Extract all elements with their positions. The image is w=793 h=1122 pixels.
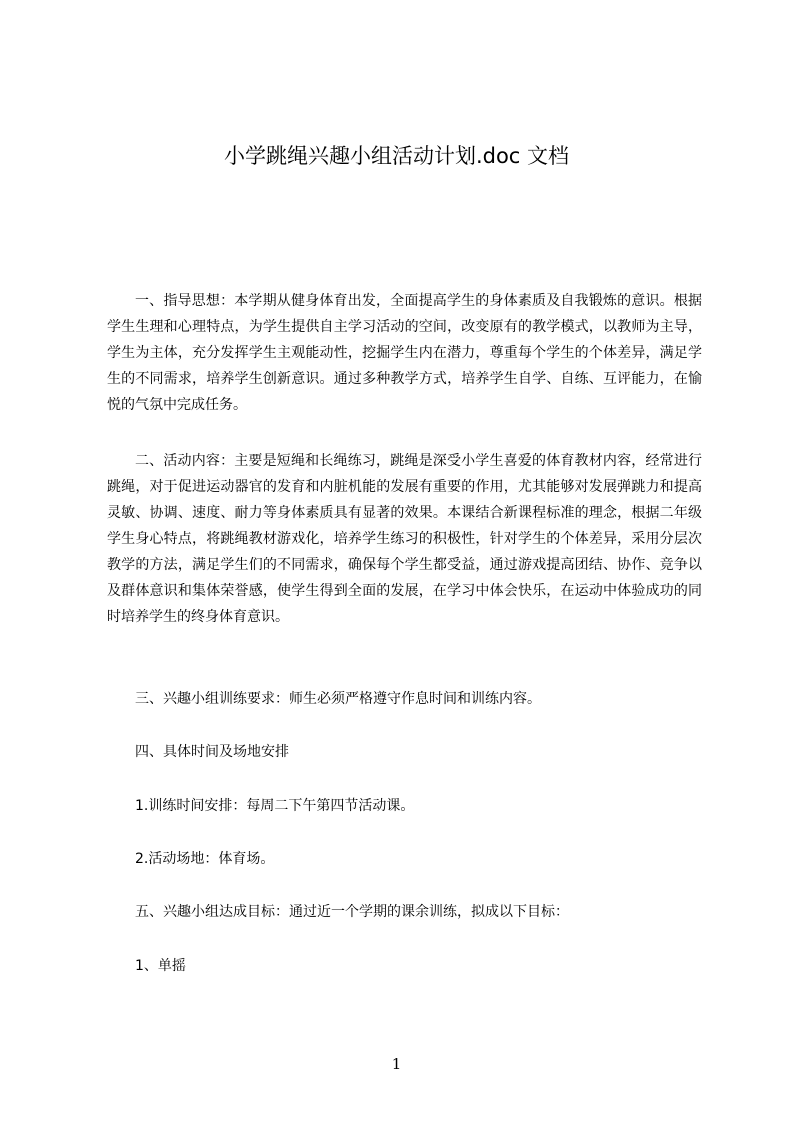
paragraph-schedule-heading: 四、具体时间及场地安排 — [135, 744, 289, 760]
paragraph-activity-content: 二、活动内容：主要是短绳和长绳练习，跳绳是深受小学生喜爱的体育教材内容，经常进行跳绳，对于促进运动器官的发育和内脏机能的发展有重要的作用，尤其能够对发展弹跳力和提高灵敏、协调、速度、耐力等身体素质具有显著的效果。本课结合新课程标准的理念，根据二年级学生身心特点，将跳绳教材游戏化，培养学生练习的积极性，针对学生的个体差异，采用分层次教学的方法，满足学生们的不同需求，确保每个学生都受益，通过游戏提高团结、协作、竞争以及群体意识和集体荣誉感，使学生得到全面的发展，在学习中体会快乐，在运动中体验成功的同时培养学生的终身体育意识。 — [107, 453, 702, 625]
paragraph-guiding-ideology: 一、指导思想：本学期从健身体育出发，全面提高学生的身体素质及自我锻炼的意识。根据学生生理和心理特点，为学生提供自主学习活动的空间，改变原有的教学模式，以教师为主导，学生为主体，充分发挥学生主观能动性，挖掘学生内在潜力，尊重每个学生的个体差异，满足学生的不同需求，培养学生创新意识。通过多种教学方式，培养学生自学、自练、互评能力，在愉悦的气氛中完成任务。 — [107, 293, 702, 413]
document-title: 小学跳绳兴趣小组活动计划.doc 文档 — [223, 144, 570, 168]
paragraph-goals: 五、兴趣小组达成目标：通过近一个学期的课余训练，拟成以下目标： — [135, 904, 569, 920]
paragraph-single-swing: 1、单摇 — [135, 958, 186, 974]
paragraph-venue: 2.活动场地：体育场。 — [135, 851, 275, 867]
paragraph-training-requirements: 三、兴趣小组训练要求：师生必须严格遵守作息时间和训练内容。 — [135, 691, 541, 707]
paragraph-training-time: 1.训练时间安排：每周二下午第四节活动课。 — [135, 798, 415, 814]
page-number: 1 — [391, 1055, 402, 1073]
